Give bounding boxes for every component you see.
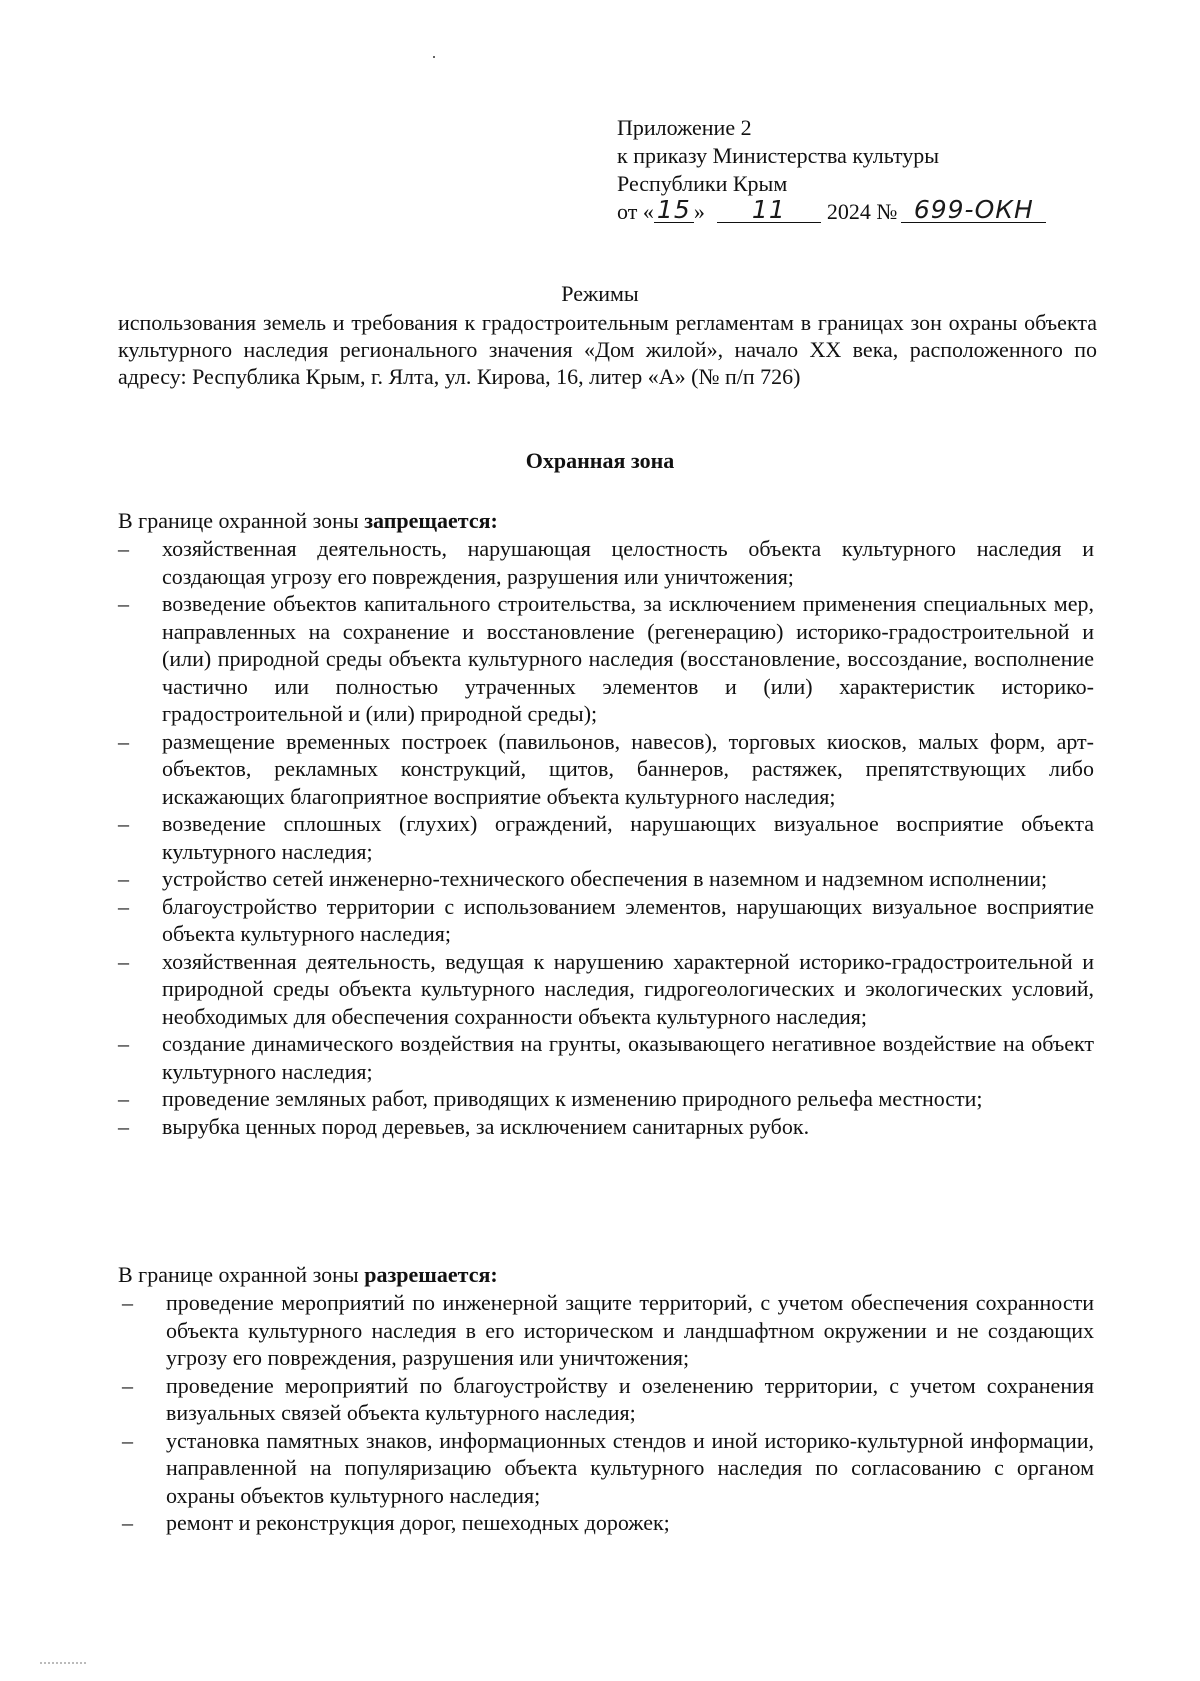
order-year: 2024 №: [826, 199, 898, 224]
dash-bullet: –: [122, 1290, 133, 1315]
appendix-line-2: к приказу Министерства культуры: [617, 143, 940, 168]
list-item-text: проведение земляных работ, приводящих к изменению природного рельефа местности;: [162, 1086, 983, 1111]
dash-bullet: –: [118, 1086, 129, 1111]
list-item-text: возведение сплошных (глухих) ограждений, нарушающих визуальное восприятие объекта культурного наследия;: [162, 811, 1094, 864]
prohibited-list: [118, 535, 1094, 1140]
prohibited-intro-text: В границе охранной зоны: [118, 508, 365, 533]
dash-bullet: –: [122, 1427, 133, 1453]
dash-bullet: –: [122, 1372, 133, 1398]
allowed-intro: [118, 1262, 498, 1288]
list-item: [118, 1085, 1094, 1113]
handwritten-order-number: 699-ОКН: [901, 197, 1046, 223]
list-item: [118, 1030, 1094, 1085]
list-item-text: благоустройство территории с использованием элементов, нарушающих визуальное восприятие объекта культурного наследия;: [162, 893, 1094, 946]
list-item-text: ремонт и реконструкция дорог, пешеходных дорожек;: [166, 1510, 670, 1535]
list-item-text: хозяйственная деятельность, нарушающая целостность объекта культурного наследия и создающая угрозу его повреждения, разрушения или уничтожения;: [162, 536, 1094, 589]
allowed-list: [122, 1289, 1094, 1537]
list-item: [118, 948, 1094, 1031]
allowed-intro-text: В границе охранной зоны: [118, 1262, 365, 1287]
prohibited-intro: [118, 508, 498, 534]
dash-bullet: –: [118, 1031, 129, 1056]
appendix-line-3: Республики Крым: [617, 171, 788, 196]
list-item: [118, 728, 1094, 811]
dash-bullet: –: [122, 1510, 133, 1535]
dash-bullet: –: [118, 728, 129, 754]
dash-bullet: –: [118, 536, 129, 561]
date-prefix: от «: [617, 199, 654, 224]
list-item: [122, 1509, 1094, 1537]
list-item: [122, 1372, 1094, 1427]
allowed-intro-bold: разрешается:: [364, 1262, 498, 1287]
list-item-text: хозяйственная деятельность, ведущая к нарушению характерной историко-градостроительной и природной среды объекта культурного наследия, гидрогеологических и экологических условий, необходимых для обеспечения сохранности объекта культурного наследия;: [162, 948, 1094, 1029]
list-item: [118, 535, 1094, 590]
list-item-text: возведение объектов капитального строительства, за исключением применения специальных мер, направленных на сохранение и восстановление (регенерацию) историко-градостроительной и (или) природной среды объекта культурного наследия (восстановление, воссоздание, восполнение частично или полностью утраченных элементов и (или) характеристик историко-градостроительной и (или) природной среды);: [162, 591, 1094, 726]
list-item-text: проведение мероприятий по инженерной защите территорий, с учетом обеспечения сохранности объекта культурного наследия в его историческом и ландшафтном окружении и не создающих угрозу его повреждения, разрушения или уничтожения;: [166, 1290, 1094, 1370]
list-item: [118, 1113, 1094, 1141]
list-item: [118, 865, 1094, 893]
list-item-text: вырубка ценных пород деревьев, за исключением санитарных рубок.: [162, 1113, 810, 1139]
dash-bullet: –: [118, 811, 129, 836]
document-subtitle: использования земель и требования к градостроительным регламентам в границах зон охраны объекта культурного наследия регионального значения «Дом жилой», начало XX века, расположенного по адресу: Республика Крым, г. Ялта, ул. Кирова, 16, литер «А» (№ п/п 726): [118, 310, 1097, 389]
handwritten-day: 15: [654, 197, 694, 223]
dash-bullet: –: [118, 591, 129, 616]
list-item: [118, 810, 1094, 865]
appendix-line-1: Приложение 2: [617, 115, 752, 140]
list-item: [122, 1427, 1094, 1510]
dash-bullet: –: [118, 948, 129, 974]
list-item: [118, 590, 1094, 728]
section-heading: Охранная зона: [525, 448, 675, 473]
handwritten-month: 11: [717, 197, 821, 223]
list-item-text: проведение мероприятий по благоустройству и озеленению территории, с учетом сохранения визуальных связей объекта культурного наследия;: [166, 1372, 1094, 1425]
list-item-text: устройство сетей инженерно-технического обеспечения в наземном и надземном исполнении;: [162, 866, 1048, 891]
dash-bullet: –: [118, 1113, 129, 1139]
appendix-block: [617, 114, 1046, 226]
list-item-text: размещение временных построек (павильонов, навесов), торговых киосков, малых форм, арт-объектов, рекламных конструкций, щитов, баннеров, растяжек, препятствующих либо искажающих благоприятное восприятие объекта культурного наследия;: [162, 728, 1094, 809]
date-mid: »: [693, 199, 705, 224]
list-item-text: установка памятных знаков, информационных стендов и иной историко-культурной информации, направленной на популяризацию объекта культурного наследия по согласованию с органом охраны объектов культурного наследия;: [166, 1427, 1094, 1508]
scan-speck: [433, 56, 435, 58]
prohibited-intro-bold: запрещается:: [364, 508, 498, 533]
dash-bullet: –: [118, 893, 129, 919]
list-item: [122, 1289, 1094, 1372]
list-item-text: создание динамического воздействия на грунты, оказывающего негативное воздействие на объект культурного наследия;: [162, 1031, 1094, 1084]
order-date-line: [617, 195, 1046, 226]
scan-artifact: [40, 1662, 86, 1666]
dash-bullet: –: [118, 866, 129, 891]
list-item: [118, 893, 1094, 948]
document-title: Режимы: [561, 281, 639, 306]
